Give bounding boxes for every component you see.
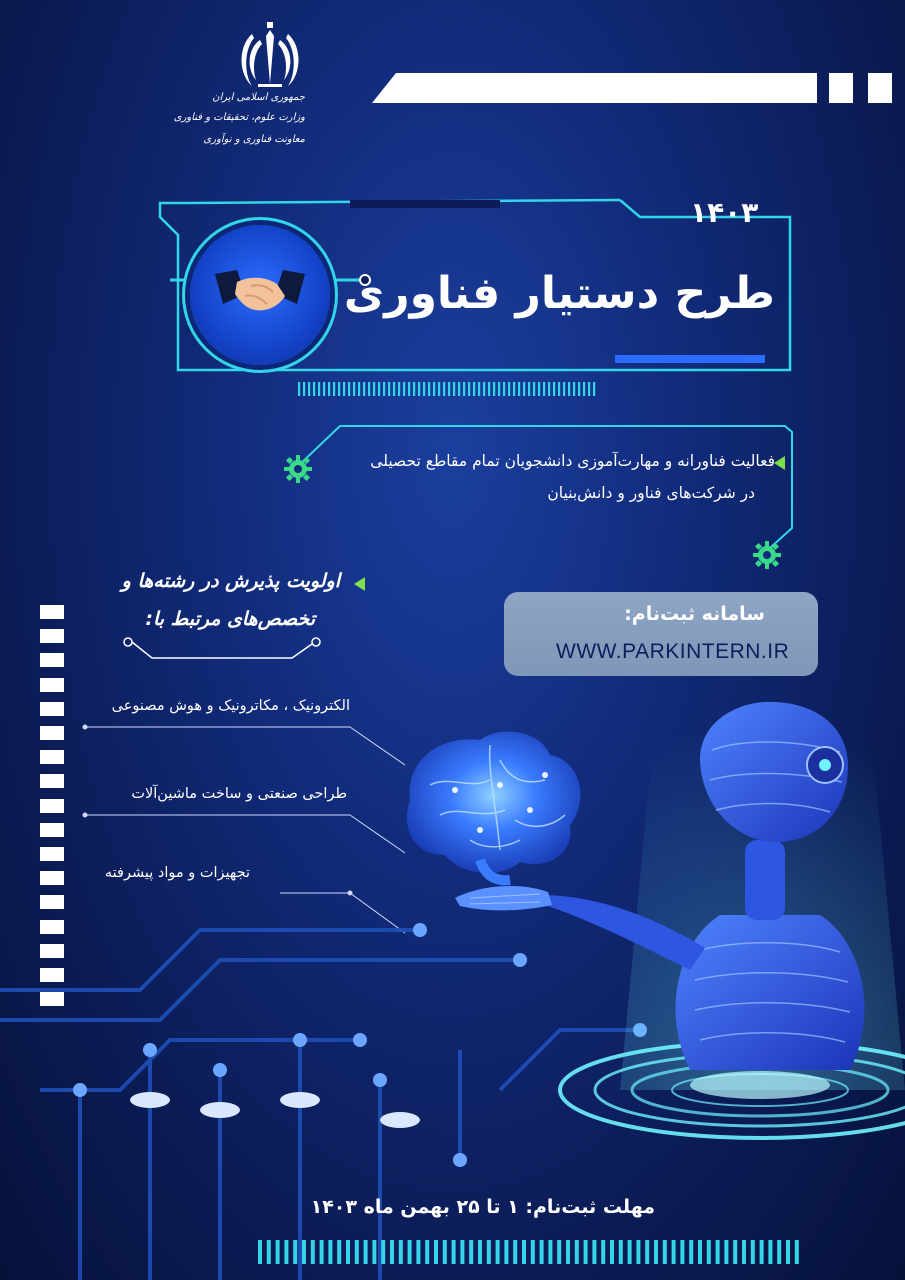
left-bar <box>40 871 64 885</box>
left-bar <box>40 968 64 982</box>
registration-deadline: مهلت ثبت‌نام: ۱ تا ۲۵ بهمن ماه ۱۴۰۳ <box>310 1196 655 1218</box>
left-bar <box>40 678 64 692</box>
priority-heading-line-1: اولویت پذیرش در رشته‌ها و <box>121 570 340 592</box>
brain-icon <box>407 732 580 881</box>
description-line-1: فعالیت فناورانه و مهارت‌آموزی دانشجویان تمام مقاطع تحصیلی <box>370 452 775 470</box>
handshake-icon <box>215 260 305 330</box>
left-bar <box>40 992 64 1006</box>
left-bar <box>40 726 64 740</box>
year-label: ۱۴۰۳ <box>690 196 759 229</box>
left-bar <box>40 774 64 788</box>
robot-illustration <box>0 690 905 1280</box>
bullet-icon <box>354 577 365 591</box>
emblem-line-2: وزارت علوم، تحقیقات و فناوری <box>173 112 305 123</box>
top-stripe-small <box>829 73 853 103</box>
page-title: طرح دستیار فناوری <box>343 268 775 319</box>
gear-icon <box>752 540 782 570</box>
emblem-line-3: معاونت فناوری و نوآوری <box>203 134 305 145</box>
emblem-line-1: جمهوری اسلامی ایران <box>212 92 305 103</box>
description-line-2: در شرکت‌های فناور و دانش‌بنیان <box>547 484 755 502</box>
left-bar <box>40 629 64 643</box>
left-bar <box>40 895 64 909</box>
left-bar <box>40 702 64 716</box>
left-bar <box>40 944 64 958</box>
field-item: الکترونیک ، مکاترونیک و هوش مصنوعی <box>111 698 350 714</box>
top-stripe <box>372 73 817 103</box>
top-stripe-small <box>868 73 892 103</box>
decorative-ticks <box>258 1240 808 1264</box>
bullet-icon <box>774 456 785 470</box>
field-item: طراحی صنعتی و ساخت ماشین‌آلات <box>131 786 347 802</box>
left-bar <box>40 750 64 764</box>
left-bar <box>40 653 64 667</box>
registration-url-link[interactable]: WWW.PARKINTERN.IR <box>556 640 790 663</box>
gear-icon <box>283 454 313 484</box>
left-bar <box>40 920 64 934</box>
registration-label: سامانه ثبت‌نام: <box>624 603 765 625</box>
left-bar <box>40 823 64 837</box>
field-item: تجهیزات و مواد پیشرفته <box>104 865 250 881</box>
circuit-divider <box>122 634 322 664</box>
decorative-ticks <box>298 382 598 396</box>
left-bar <box>40 847 64 861</box>
left-bar <box>40 799 64 813</box>
left-bar <box>40 605 64 619</box>
priority-heading-line-2: تخصص‌های مرتبط با: <box>145 608 315 630</box>
